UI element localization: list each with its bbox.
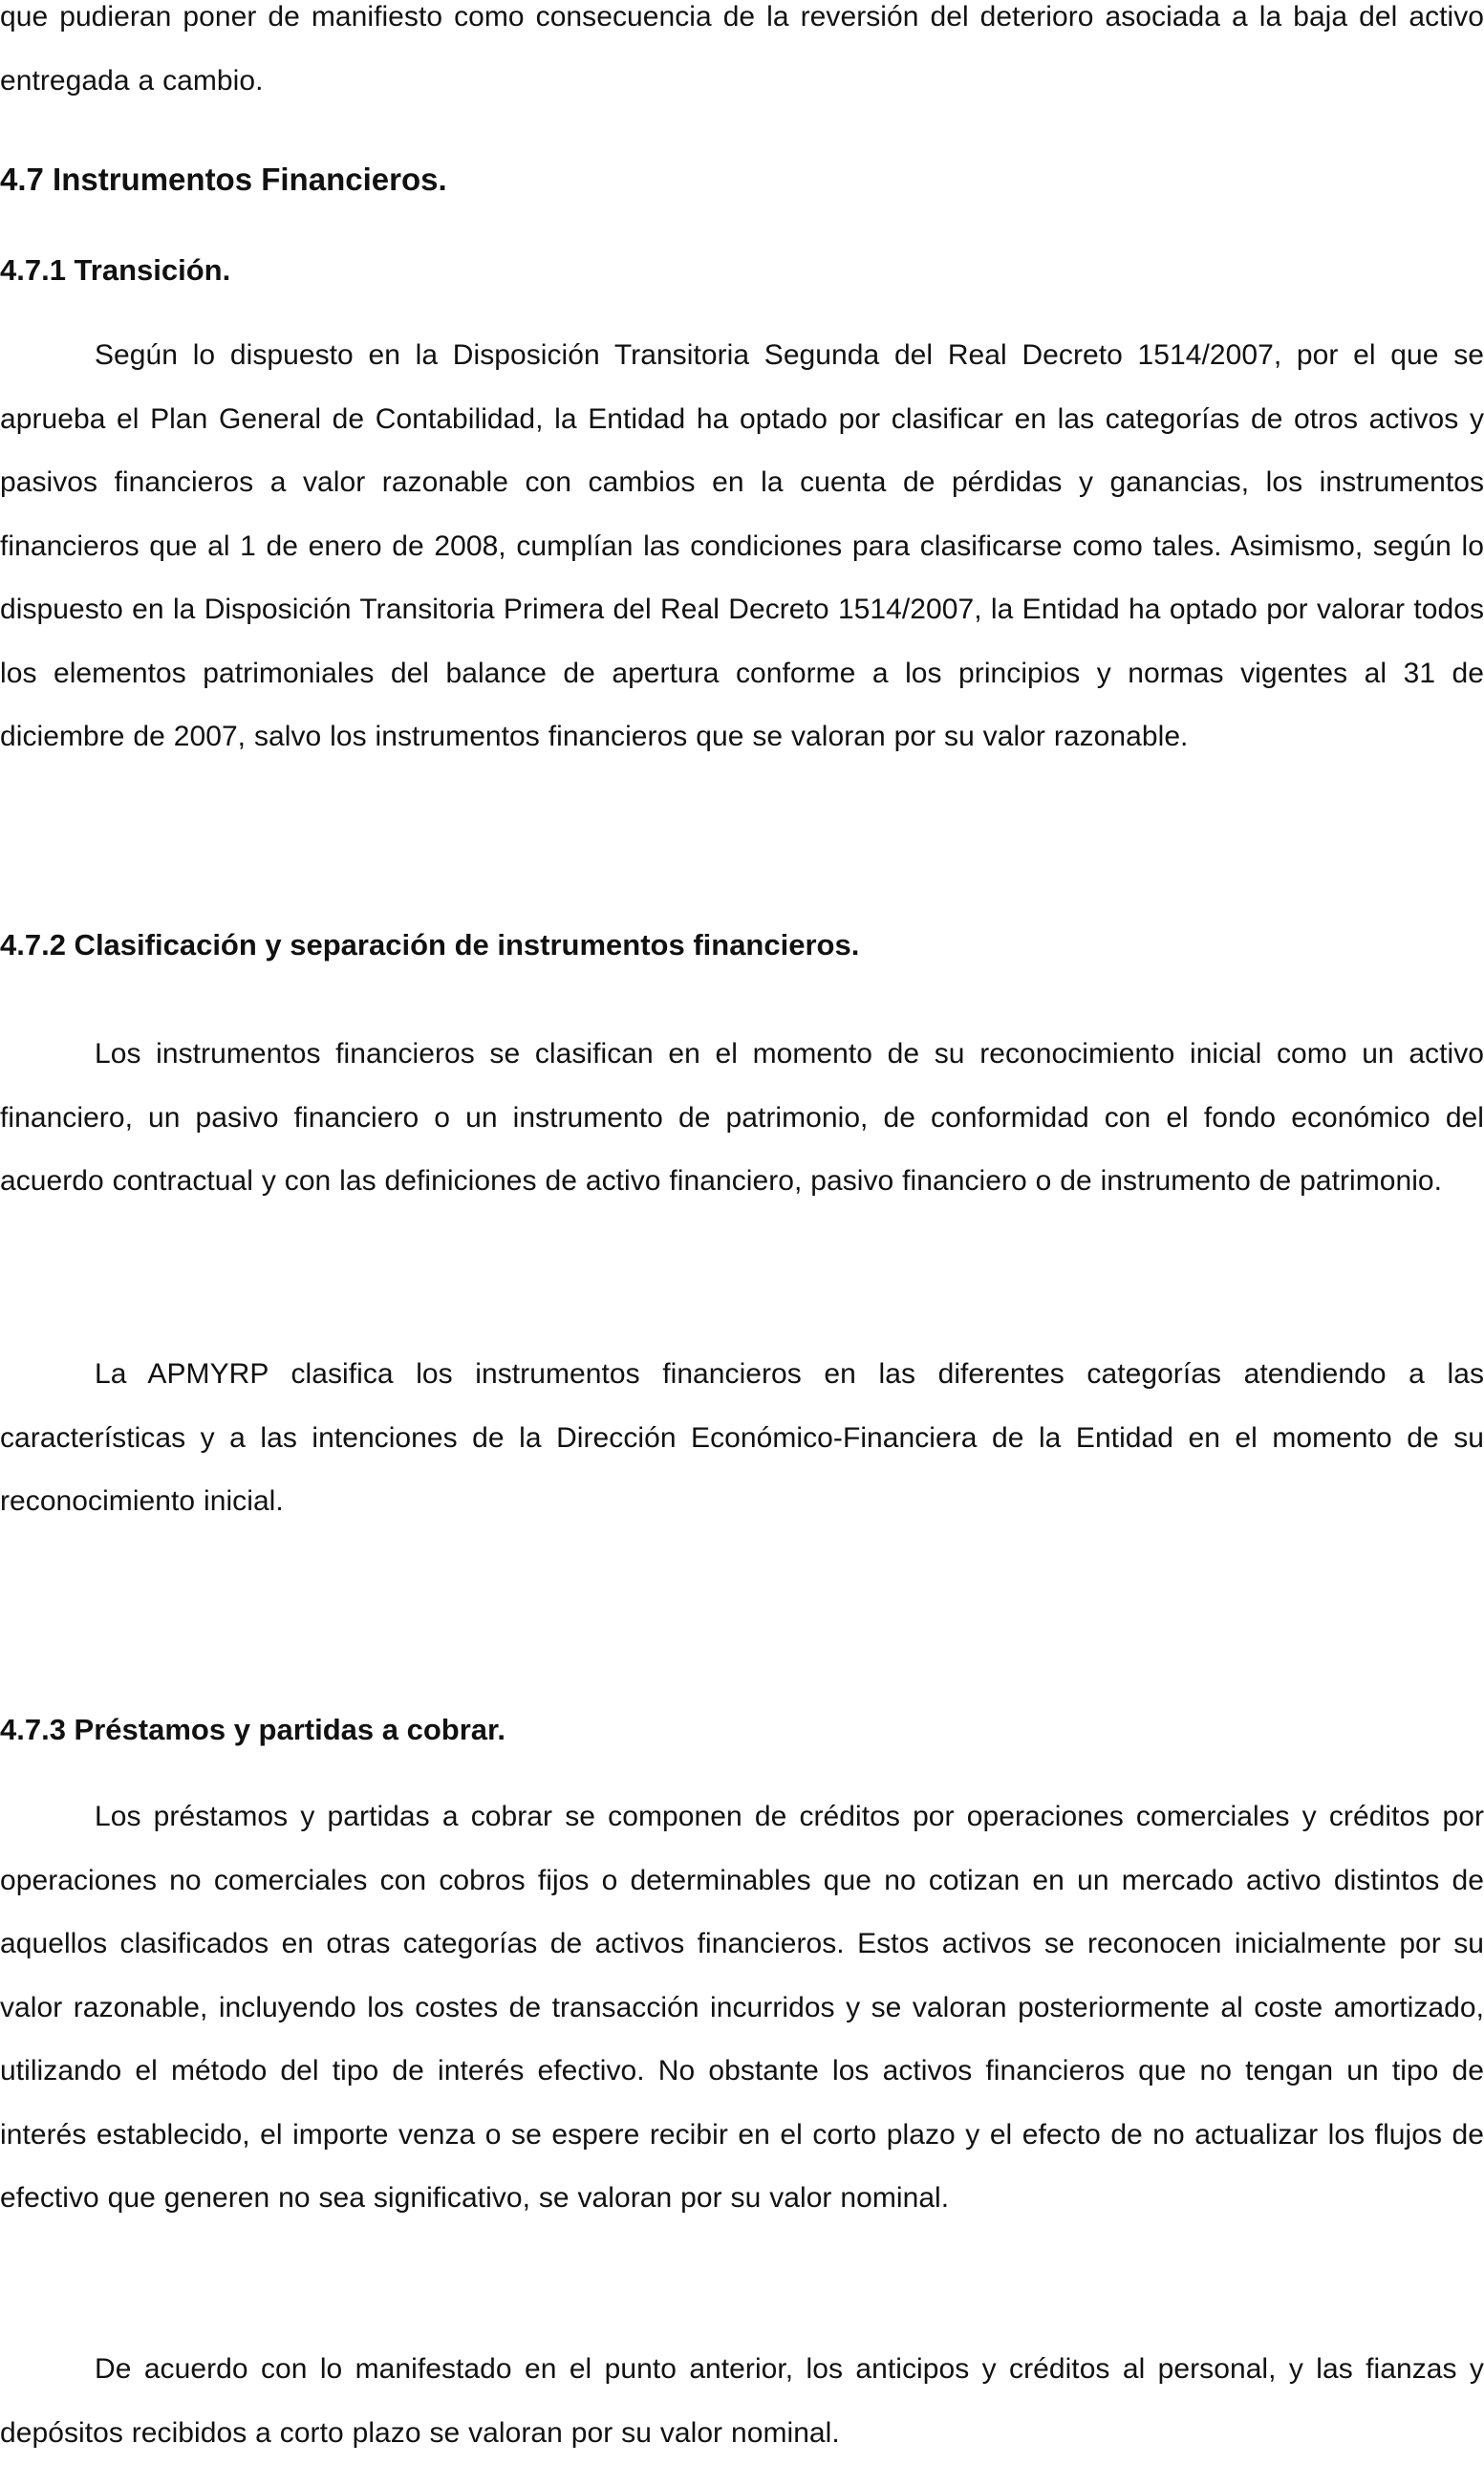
section-4-7-3-paragraph-1: Los préstamos y partidas a cobrar se componen de créditos por operaciones comerciales y créditos por operaciones no comerciales con cobros fijos o determinables que no cotizan en un mercado activo distintos de aquellos clasificados en otras categorías de activos financieros. Estos activos se reconocen inicialmente por su valor razonable, incluyendo los costes de transacción incurridos y se valoran posteriormente al coste amortizado, utilizando el método del tipo de interés efectivo. No obstante los activos financieros que no tengan un tipo de interés establecido, el importe venza o se espere recibir en el corto plazo y el efecto de no actualizar los flujos de efectivo que generen no sea significativo, se valoran por su valor nominal. <box>0 1801 1484 2214</box>
section-4-7-3-paragraph-2: De acuerdo con lo manifestado en el punto anterior, los anticipos y créditos al personal, y las fianzas y depósitos recibidos a corto plazo se valoran por su valor nominal. <box>0 2353 1484 2449</box>
section-4-7-1-heading: 4.7.1 Transición. <box>0 253 231 287</box>
section-4-7-2-paragraph-2: La APMYRP clasifica los instrumentos financieros en las diferentes categorías atendiendo a las características y a las intenciones de la Dirección Económico-Financiera de la Entidad en el momento de su reconocimiento inicial. <box>0 1358 1484 1517</box>
section-4-7-2-paragraph-1: Los instrumentos financieros se clasifican en el momento de su reconocimiento inicial como un activo financiero, un pasivo financiero o un instrumento de patrimonio, de conformidad con el fondo económico del acuerdo contractual y con las definiciones de activo financiero, pasivo financiero o de instrumento de patrimonio. <box>0 1038 1484 1197</box>
section-4-7-heading: 4.7 Instrumentos Financieros. <box>0 162 447 197</box>
section-4-7-1-paragraph-1: Según lo dispuesto en la Disposición Transitoria Segunda del Real Decreto 1514/2007, por el que se aprueba el Plan General de Contabilidad, la Entidad ha optado por clasificar en las categorías de otros activos y pasivos financieros a valor razonable con cambios en la cuenta de pérdidas y ganancias, los instrumentos financieros que al 1 de enero de 2008, cumplían las condiciones para clasificarse como tales. Asimismo, según lo dispuesto en la Disposición Transitoria Primera del Real Decreto 1514/2007, la Entidad ha optado por valorar todos los elementos patrimoniales del balance de apertura conforme a los principios y normas vigentes al 31 de diciembre de 2007, salvo los instrumentos financieros que se valoran por su valor razonable. <box>0 339 1484 752</box>
section-4-7-2-heading: 4.7.2 Clasificación y separación de instrumentos financieros. <box>0 928 860 962</box>
section-4-7-3-heading: 4.7.3 Préstamos y partidas a cobrar. <box>0 1713 505 1746</box>
intro-paragraph: que pudieran poner de manifiesto como consecuencia de la reversión del deterioro asociada a la baja del activo entregada a cambio. <box>0 1 1484 97</box>
